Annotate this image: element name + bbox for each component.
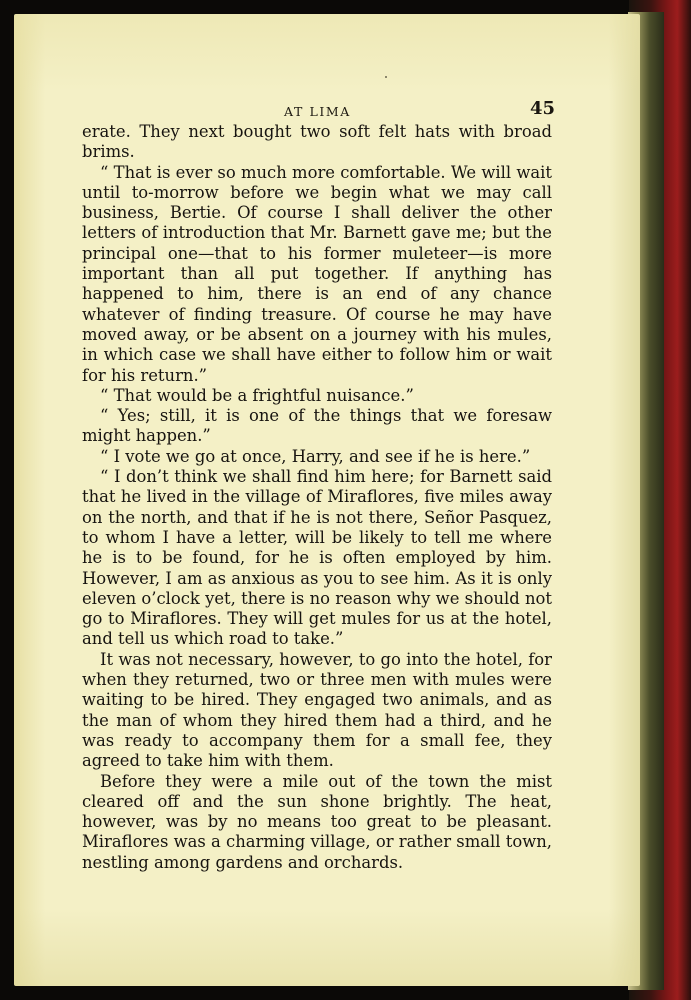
paragraph: Before they were a mile out of the town the mist cleared off and the sun shone brightly. The heat, however, was by no means too great to be pleasant. Miraflores was a charming village, or rather small town, nestling among gardens and orchards. [82,771,552,872]
paragraph: “ I don’t think we shall find him here; for Barnett said that he lived in the village of Miraflores, five miles away on the north, and that if he is not there, Señor Pasquez, to whom I have a letter, will be likely to tell me where he is to be found, for he is often employed by him. However, I am as anxious as you to see him. As it is only eleven o’clock yet, there is no reason why we should not go to Miraflores. They will get mules for us at the hotel, and tell us which road to take.” [82,467,552,649]
running-head [14,98,640,122]
paper-speck [385,76,387,78]
paragraph: erate. They next bought two soft felt hats with broad brims. [82,122,552,162]
paragraph: “ Yes; still, it is one of the things that we foresaw might happen.” [82,406,552,446]
page-number: 45 [530,98,556,119]
running-head-title: AT LIMA [284,104,351,119]
body-text [82,122,552,873]
book-page [14,14,640,986]
paragraph: It was not necessary, however, to go into the hotel, for when they returned, two or three men with mules were waiting to be hired. They engaged two animals, and as the man of whom they hired them had a third, and he was ready to accompany them for a small fee, they agreed to take him with them. [82,649,552,771]
paragraph: “ That would be a frightful nuisance.” [100,385,414,405]
paragraph: “ That is ever so much more comfortable. We will wait until to-morrow before we begin what we may call business, Bertie. Of course I shall deliver the other letters of introduction that Mr. Barnett gave me; but the principal one—that to his former muleteer—is more important than all put together. If anything has happened to him, there is an end of any chance whatever of finding treasure. Of course he may have moved away, or be absent on a journey with his mules, in which case we shall have either to follow him or wait for his return.” [82,162,552,385]
paragraph: “ I vote we go at once, Harry, and see if he is here.” [100,446,531,466]
